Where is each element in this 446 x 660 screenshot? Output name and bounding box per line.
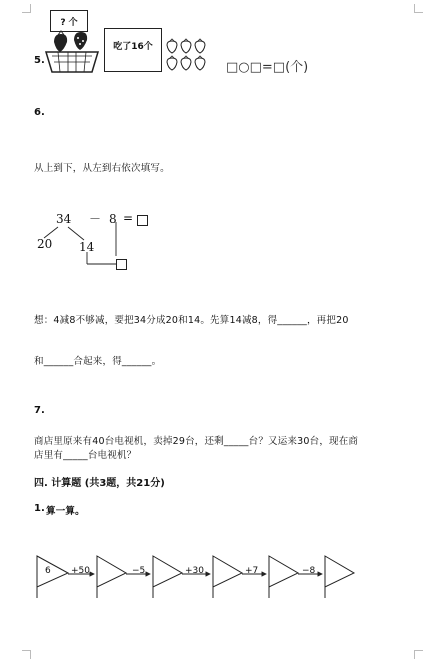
strawberry-icon	[74, 32, 87, 50]
q5-equation	[226, 56, 308, 75]
q6-right-number: 14	[79, 240, 95, 254]
q1-title: 算一算。	[46, 506, 85, 517]
q1-op-2: −5	[132, 566, 146, 576]
flag-shape	[153, 556, 182, 598]
q5-number: 5.	[34, 55, 45, 66]
q5-question-box-label: ? 个	[60, 17, 78, 28]
strawberry-icon	[54, 31, 67, 52]
q5-equation-text: □○□=□(个)	[226, 60, 309, 75]
q6-number: 6.	[34, 107, 45, 118]
q1-op-5: −8	[302, 566, 316, 576]
q7-line1: 商店里原来有40台电视机，卖掉29台，还剩_____台？又运来30台，现在商	[34, 436, 359, 447]
q1-op-1: +50	[71, 566, 90, 576]
q6-left-number: 20	[37, 237, 53, 251]
q5-question-box	[50, 10, 88, 32]
q6-instruction: 从上到下，从左到右依次填写。	[34, 163, 170, 174]
q6-top-number: 34	[56, 212, 72, 226]
q1-op-4: +7	[245, 566, 259, 576]
q6-hint-line1: 想：4减8不够减，要把34分成20和14。先算14减8，得______，再把20	[34, 315, 349, 326]
q5-ate-box	[104, 28, 162, 72]
q1-flag-chain	[30, 550, 360, 606]
q7-line2: 店里有_____台电视机？	[34, 450, 137, 461]
flag-shape	[37, 556, 68, 598]
corner-mark-top-right	[414, 4, 423, 13]
q6-minus-sign: －	[89, 212, 102, 226]
q6-result-box[interactable]	[116, 259, 127, 270]
q1-op-3: +30	[185, 566, 204, 576]
corner-mark-bottom-left	[22, 650, 31, 659]
q6-subtrahend: 8	[109, 212, 117, 226]
q1-start-value: 6	[45, 566, 51, 576]
corner-mark-top-left	[22, 4, 31, 13]
basket-of-strawberries-image	[44, 30, 100, 76]
q7-number: 7.	[34, 405, 45, 416]
q6-equals-sign: =	[123, 211, 134, 225]
flag-shape	[97, 556, 126, 598]
flag-shape	[213, 556, 242, 598]
section4-heading: 四. 计算题 (共3题，共21分)	[34, 478, 165, 489]
strawberry-grid-image	[166, 38, 210, 72]
flag-shape	[269, 556, 298, 598]
corner-mark-bottom-right	[414, 650, 423, 659]
q6-hint-line2: 和______合起来，得______。	[34, 356, 162, 367]
q5-ate-box-label: 吃了16个	[113, 42, 153, 52]
q1-number: 1.	[34, 503, 45, 514]
flag-shape	[325, 556, 354, 598]
